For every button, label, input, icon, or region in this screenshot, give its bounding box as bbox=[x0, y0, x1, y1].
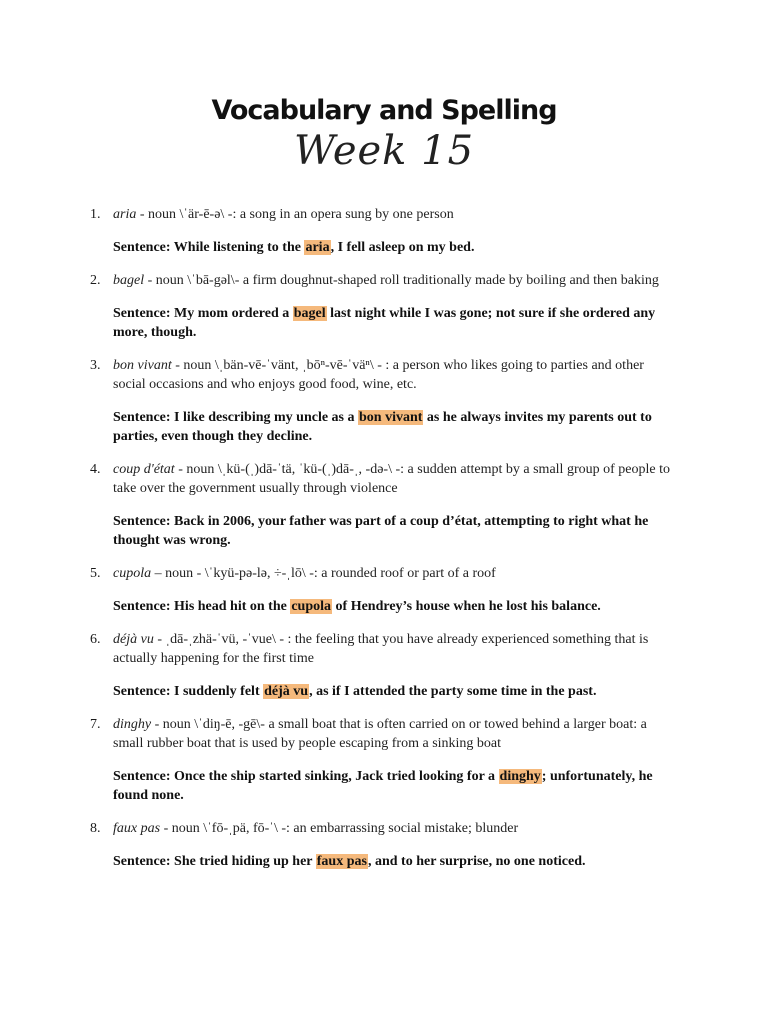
vocabulary-entry bbox=[0, 356, 768, 446]
entry-definition-text: - ˌdā-ˌzhä-ˈvü, -ˈvue\ - : the feeling that you have already experienced something that is actually happening for the first time bbox=[113, 632, 649, 666]
highlighted-word: dinghy bbox=[499, 769, 541, 784]
entry-definition-text: - noun \ˈbā-gəl\- a firm doughnut-shaped roll traditionally made by boiling and then baking bbox=[144, 273, 659, 288]
vocabulary-entry bbox=[0, 715, 768, 805]
entry-word: cupola bbox=[113, 566, 152, 581]
entry-definition bbox=[113, 356, 673, 394]
entry-word: bagel bbox=[113, 273, 145, 288]
entry-number: 3. bbox=[90, 358, 101, 373]
entry-definition-text: - noun \ˌbän-vē-ˈvänt, ˌbōⁿ-vē-ˈväⁿ\ - : a person who likes going to parties and other social occasions and who enjoys good food, wine, etc. bbox=[113, 358, 644, 392]
entry-definition bbox=[113, 630, 673, 668]
entry-number: 8. bbox=[90, 821, 101, 836]
vocabulary-entry bbox=[0, 460, 768, 550]
entry-number: 5. bbox=[90, 566, 101, 581]
sentence-text-end: , as if I attended the party some time in the past. bbox=[309, 684, 597, 699]
entry-sentence bbox=[113, 304, 688, 342]
sentence-text-end: , and to her surprise, no one noticed. bbox=[367, 854, 586, 869]
sentence-text: Sentence: My mom ordered a bbox=[113, 306, 293, 321]
page-subtitle: Week 15 bbox=[293, 128, 475, 174]
entry-definition bbox=[113, 819, 673, 838]
highlighted-word: déjà vu bbox=[264, 684, 309, 699]
entry-sentence bbox=[113, 682, 688, 701]
entry-number: 4. bbox=[90, 462, 101, 477]
sentence-text: Sentence: His head hit on the bbox=[113, 599, 291, 614]
entry-word: dinghy bbox=[113, 717, 152, 732]
entry-word: déjà vu bbox=[113, 632, 154, 647]
sentence-text-end: last night while I was gone; not sure if she ordered any more, though. bbox=[113, 306, 656, 340]
highlighted-word: faux pas bbox=[316, 854, 367, 869]
highlighted-word: bagel bbox=[293, 306, 326, 321]
entry-word: coup d'état bbox=[113, 462, 175, 477]
sentence-text: Sentence: Once the ship started sinking, Jack tried looking for a bbox=[113, 769, 499, 784]
entry-definition-text: – noun - \ˈkyü-pə-lə, ÷-ˌlō\ -: a rounded roof or part of a roof bbox=[151, 566, 496, 581]
entry-number: 7. bbox=[90, 717, 101, 732]
entry-definition bbox=[113, 205, 673, 224]
entry-definition bbox=[113, 271, 673, 290]
entry-number: 6. bbox=[90, 632, 101, 647]
vocabulary-list bbox=[0, 205, 768, 885]
entry-sentence bbox=[113, 408, 688, 446]
entry-word: aria bbox=[113, 207, 137, 222]
sentence-text: Sentence: She tried hiding up her bbox=[113, 854, 316, 869]
page-title: Vocabulary and Spelling bbox=[211, 95, 557, 126]
sentence-text: Sentence: Back in 2006, your father was part of a coup d’état, attempting to right what he thought was wrong. bbox=[113, 514, 649, 548]
entry-sentence bbox=[113, 512, 688, 550]
entry-sentence bbox=[113, 852, 688, 871]
sentence-text-end: as he always invites my parents out to parties, even though they decline. bbox=[113, 410, 652, 444]
entry-sentence bbox=[113, 238, 688, 257]
vocabulary-entry bbox=[0, 564, 768, 616]
vocabulary-entry bbox=[0, 205, 768, 257]
entry-definition-text: - noun \ˌkü-(ˌ)dā-ˈtä, ˈkü-(ˌ)dā-ˌ, -də-\ -: a sudden attempt by a small group of people to take over the government usually through violence bbox=[113, 462, 670, 496]
sentence-text-end: of Hendrey’s house when he lost his balance. bbox=[332, 599, 601, 614]
highlighted-word: aria bbox=[305, 240, 330, 255]
entry-definition-text: - noun \ˈfō-ˌpä, fō-ˈ\ -: an embarrassing social mistake; blunder bbox=[160, 821, 519, 836]
sentence-text-end: , I fell asleep on my bed. bbox=[330, 240, 475, 255]
sentence-text-end: ; unfortunately, he found none. bbox=[113, 769, 653, 803]
sentence-text: Sentence: I like describing my uncle as a bbox=[113, 410, 358, 425]
vocabulary-entry bbox=[0, 819, 768, 871]
entry-number: 1. bbox=[90, 207, 101, 222]
highlighted-word: cupola bbox=[291, 599, 332, 614]
entry-sentence bbox=[113, 767, 688, 805]
vocabulary-entry bbox=[0, 271, 768, 342]
entry-word: faux pas bbox=[113, 821, 161, 836]
entry-sentence bbox=[113, 597, 688, 616]
sentence-text: Sentence: While listening to the bbox=[113, 240, 305, 255]
entry-definition bbox=[113, 715, 673, 753]
entry-number: 2. bbox=[90, 273, 101, 288]
entry-word: bon vivant bbox=[113, 358, 172, 373]
entry-definition bbox=[113, 460, 673, 498]
entry-definition bbox=[113, 564, 673, 583]
vocabulary-entry bbox=[0, 630, 768, 701]
entry-definition-text: - noun \ˈär-ē-ə\ -: a song in an opera sung by one person bbox=[136, 207, 454, 222]
entry-definition-text: - noun \ˈdiŋ-ē, -gē\- a small boat that is often carried on or towed behind a larger boat: a small rubber boat that is used by people escaping from a sinking boat bbox=[113, 717, 647, 751]
sentence-text: Sentence: I suddenly felt bbox=[113, 684, 264, 699]
highlighted-word: bon vivant bbox=[359, 410, 423, 425]
